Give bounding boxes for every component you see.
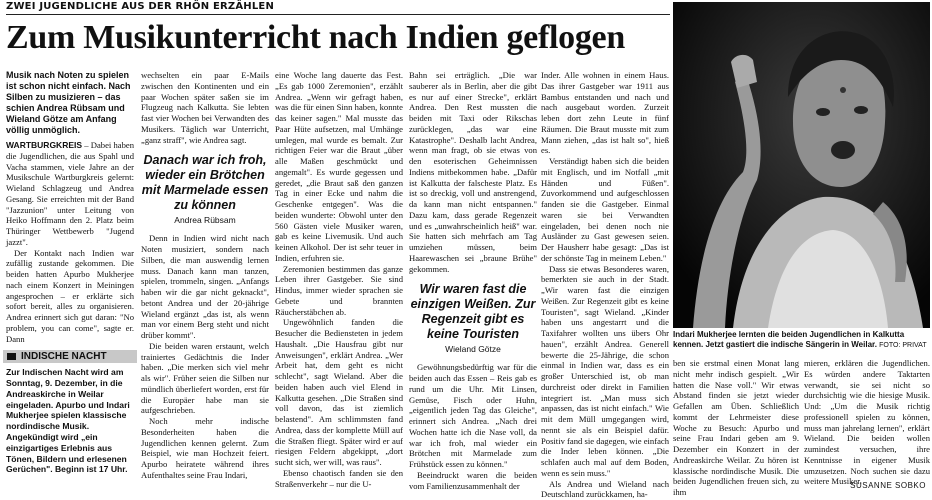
column-1: [6, 70, 134, 490]
body-paragraph: Zeremonien bestimmen das ganze Leben ihrer Gastgeber. Sie sind Hindus, immer wieder sprachen sie Gebete und brannten Räucherstäbchen ab.: [275, 264, 403, 318]
body-paragraph: Der Kontakt nach Indien war zufällig zustande gekommen. Die beiden hatten Apurbo Mukherjee nach einem Konzert in Meiningen angesprochen – er erklärte sich sofort bereit, alles zu organisieren. Andrea erinnert sich gut daran: "No problem, you can come", sagte er. Dann: [6, 248, 134, 345]
body-paragraph: WARTBURGKREIS – Dabei haben die Jugendlichen, die aus Spahl und Vacha stammen, viele Jahre an der Musikschule Wartburgkreis gelernt: Wieland Schlagzeug und Andrea Gesang. Sie erreichten mit der Band "Jazzunion" unter Leitung von Heiko Hoffmann den 2. Platz beim Thüringer Wettbewerb "Jugend jazzt".: [6, 140, 134, 248]
dateline: WARTBURGKREIS: [6, 140, 82, 150]
singer-photo: [673, 2, 930, 328]
body-paragraph: eine Woche lang dauerte das Fest. „Es gab 1000 Zeremonien", erzählt Andrea. „Wenn wir gefragt haben, was die für einen Sinn haben, konnte das keiner sagen." Mal musste das Paar Hüte aufsetzen, mal Umhänge umlegen, mal wurde es bemalt. Zur richtigen Feier war die Braut „über alle Maßen geschmückt und angemalt". Es wurde gegessen und geredet, „die Braut saß den ganzen Tag in einer Ecke und nahm die Geschenke entgegen". Was die beiden wunderte: Obwohl unter den 560 Gästen viele Musiker waren, gab es keine Livemusik. Und auch keinen Alkohol. Der ist sehr teuer in Indien, erfuhren sie.: [275, 70, 403, 264]
info-box-heading: INDISCHE NACHT: [3, 350, 137, 363]
body-paragraph: ben sie erstmal einen Monat lang nicht mehr indisch gespielt. „Wir hatten die Nase voll." Wir etwas Abstand finden sie jetzt wieder Gefallen am Üben. Schließlich kommt der Lehrmeister diese Woche zu Besuch: Apurbo und seine Frau Indari geben am 9. Dezember ein Konzert in der Andreaskirche Weilar. Zu hören ist klassische nordindische Musik. Die beiden Jugendlichen freuen sich, zu ihm: [673, 358, 799, 498]
info-box-text: Zur Indischen Nacht wird am Sonntag, 9. Dezember, in die Andreaskirche in Weilar eingeladen. Apurbo und Indari Mukherjee spielen klassische nordindische Musik. Angekündigt wird „ein einzigartiges Erlebnis aus Tönen, Bildern und erlesenen Gerüchen". Beginn ist 17 Uhr.: [6, 367, 134, 475]
column-3: [275, 70, 403, 490]
photo-credit: FOTO: PRIVAT: [879, 342, 926, 349]
body-paragraph: Bahn sei erträglich. „Die war sauberer als in Berlin, aber die gibt es nur auf einer Strecke", erklärt Andrea. Den Rest mussten die beiden mit Taxi oder Rikschas zurücklegen, „das war eine Katastrophe". Deshalb lacht Andrea, wenn man fragt, ob sie etwas von den esoterischen Geheimnissen Indiens mitbekommen habe. „Dafür ist Kalkutta der falscheste Platz. Es ist so dreckig, voll und anstrengend, da kann man nicht entspannen." Dazu kam, dass gerade Regenzeit und es „unwahrscheinlich heiß" war. Sie hatten sich mehrfach am Tag umziehen müssen, beim Haarewaschen sei „braune Brühe" gekommen.: [409, 70, 537, 274]
body-paragraph: Beeindruckt waren die beiden vom Familienzusammenhalt der: [409, 470, 537, 492]
author-byline: SUSANNE SOBKO: [850, 481, 926, 490]
column-6: [673, 358, 799, 478]
kicker: ZWEI JUGENDLICHE AUS DER RHÖN ERZÄHLEN: [6, 1, 274, 12]
body-paragraph: Noch mehr indische Besonderheiten haben die Jugendlichen kennen gelernt. Zum Beispiel, wie man Hochzeit feiert. Apurbo heiratete während ihres Aufenthaltes seine Frau Indari,: [141, 416, 269, 481]
body-paragraph: Als Andrea und Wieland nach Deutschland zurückkamen, ha-: [541, 479, 669, 500]
photo-caption: Indari Mukherjee lernten die beiden Jugendlichen in Kalkutta kennen. Jetzt gastiert die indische Sängerin in Weilar. FOTO: PRIVAT: [673, 330, 930, 351]
body-paragraph: wechselten ein paar E-Mails zwischen den Kontinenten und ein paar Wochen später saßen sie im Flugzeug nach Kalkutta. Sie lebten fast vier Wochen bei Verwandten des Musikers. Täglich war Unterricht, „ganz straff", wie Andrea sagt.: [141, 70, 269, 145]
body-paragraph: mieren, erklären die Jugendlichen. Es würden andere Taktarten verwandt, sie sei nicht so durchsichtig wie die hiesige Musik. Und: „Um die Musik richtig professionell spielen zu können, muss man jahrelang lernen", erklärt Wieland. Die beiden wollen zumindest versuchen, ihre Kenntnisse in eigener Musik umzusetzen. Noch suchen sie dazu weitere Musiker.: [804, 358, 930, 487]
body-paragraph: Gewöhnungsbedürftig war für die beiden auch das Essen – Reis gab es rund um die Uhr. Mit Linsen, Gemüse, Fisch oder Huhn, „eigentlich jeden Tag das Gleiche", erinnert sich Andrea. „Nach drei Wochen hatte ich die Nase voll, da war ich froh, mal wieder ein Brötchen mit Marmelade zum Frühstück essen zu können.": [409, 362, 537, 470]
body-paragraph: Ebenso chaotisch fanden sie den Straßenverkehr – nur die U-: [275, 468, 403, 490]
kicker-rule: [6, 14, 670, 15]
column-4: [409, 70, 537, 490]
body-paragraph: Verständigt haben sich die beiden mit Englisch, und im Notfall „mit Händen und Füßen". Zuvorkommend und aufgeschlossen fanden sie die Gastgeber. Einmal waren sie bei Verwandten eingeladen, bei denen noch nie Ausländer zu Gast gewesen seien. Der Hausherr habe gesagt: „Das ist der schönste Tag in meinem Leben.": [541, 156, 669, 264]
column-5: [541, 70, 669, 490]
body-paragraph: Denn in Indien wird nicht nach Noten musiziert, sondern nach Silben, die man auswendig lernen muss. Danach kann man tanzen, spielen, trommeln, singen. „Anfangs haben wir die gar nicht geknackt", betont Andrea und der 20-jährige Wieland ergänzt „das ist, als wenn man vor einem Berg steht und nicht drüber kommt".: [141, 233, 269, 341]
column-7: [804, 358, 930, 478]
lead-paragraph: Musik nach Noten zu spielen ist schon nicht einfach. Nach Silben zu musizieren – das schien Andrea Rübsam und Wieland Götze am Anfang völlig unmöglich.: [6, 70, 134, 136]
body-paragraph: Die beiden waren erstaunt, welch trainiertes Gedächtnis die Inder haben. „Die merken sich viel mehr als wir". Früher seien die Silben nur mündlich überliefert worden, erst für die Europäer habe man sie aufgeschrieben.: [141, 341, 269, 416]
pull-quote: Wir waren fast die einzigen Weißen. Zur Regenzeit gibt es keine Touristen: [409, 282, 537, 342]
body-paragraph: Ungewöhnlich fanden die Besucher die Bediensteten in jedem Haushalt. „Die Hausfrau gibt nur Anweisungen", erklärt Andrea. „Wer Arbeit hat, dem geht es nicht schlecht", sagt Wieland. Aber die beiden haben auch viel Elend in Kalkutta gesehen. „Die Straßen sind voll davon, das ist ziemlich belastend". Am schlimmsten fand Andrea, dass der komplette Müll auf die Straßen fliegt. Später wird er auf riesigen Feldern abgekippt, „dort sucht sich, wer will, was raus".: [275, 317, 403, 468]
pull-quote: Danach war ich froh, wieder ein Brötchen mit Marmelade essen zu können: [141, 153, 269, 213]
headline: Zum Musikunterricht nach Indien geflogen: [6, 18, 625, 58]
body-paragraph: Dass sie etwas Besonderes waren, bemerkten sie auch in der Stadt. „Wir waren fast die einzigen Weißen. Zur Regenzeit gibt es keine Touristen", sagt Wieland. „Kinder haben uns angestarrt und die Taxifahrer wollten uns übers Ohr hauen", erzählt Andrea. Generell bewerte die 25-Jährige, die schon einmal in Indien war, dass es ein großer Unterschied ist, ob man durchreist oder direkt in Familien integriert ist. „Man muss sich anpassen, das ist nicht einfach." Wie mit dem Müll umgegangen wird, nennt sie als ein Beispiel dafür. Positiv fand sie dagegen, wie einfach die Inder leben können. „Die schlafen auch mal auf dem Boden, wenn es sein muss.": [541, 264, 669, 479]
singer-photo-image: [673, 2, 930, 328]
column-2: [141, 70, 269, 490]
pull-quote-author: Wieland Götze: [409, 344, 537, 354]
body-paragraph: Inder. Alle wohnen in einem Haus. Das ihrer Gastgeber war 1911 aus Bambus entstanden und nach und nach ausgebaut worden. Zurzeit leben dort zehn Leute in fünf Räumen. Die Braut musste mit zum Mann ziehen, „das ist halt so", hieß es.: [541, 70, 669, 156]
pull-quote-author: Andrea Rübsam: [141, 215, 269, 225]
